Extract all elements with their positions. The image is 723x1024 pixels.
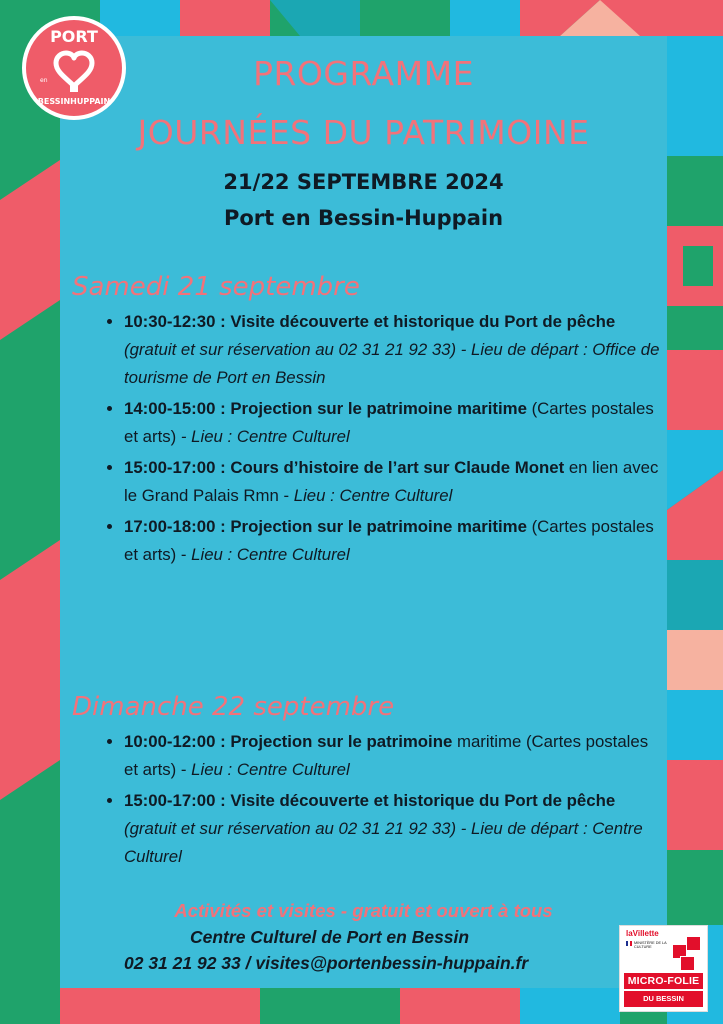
page-title-line2: JOURNÉES DU PATRIMOINE bbox=[137, 113, 590, 152]
event-note: (gratuit et sur réservation au 02 31 21 92 33) - Lieu de départ : Centre Culturel bbox=[124, 819, 643, 866]
event-dates: 21/22 SEPTEMBRE 2024 bbox=[223, 170, 504, 194]
event-note: Lieu : Centre Culturel bbox=[186, 545, 350, 564]
list-item bbox=[124, 395, 664, 451]
list-item bbox=[124, 728, 664, 784]
event-activity: Projection sur le patrimoine maritime bbox=[225, 399, 527, 418]
event-time: 10:30-12:30 : bbox=[124, 312, 226, 331]
french-flag-icon bbox=[626, 941, 632, 946]
la-villette-brand: laVillette bbox=[626, 929, 659, 938]
event-note: - Lieu : Centre Culturel bbox=[180, 427, 350, 446]
day-heading-sunday: Dimanche 22 septembre bbox=[72, 692, 395, 722]
cube-icon bbox=[680, 956, 695, 971]
list-item bbox=[124, 513, 664, 569]
micro-folie-name: MICRO-FOLIE bbox=[624, 973, 703, 989]
event-detail: (Cartes postales et arts) - bbox=[124, 517, 654, 564]
logo-bottom-text: BESSINHUPPAIN bbox=[37, 97, 111, 106]
event-note: Lieu : Centre Culturel bbox=[186, 760, 350, 779]
list-item bbox=[124, 787, 664, 871]
event-activity: Projection sur le patrimoine bbox=[225, 732, 453, 751]
event-time: 15:00-17:00 : bbox=[124, 458, 226, 477]
event-activity: Visite découverte et historique du Port de pêche bbox=[225, 791, 616, 810]
event-time: 14:00-15:00 : bbox=[124, 399, 226, 418]
logo-small-text: en bbox=[40, 77, 48, 84]
cube-icon bbox=[686, 936, 701, 951]
event-activity: Cours d’histoire de l’art sur Claude Monet bbox=[225, 458, 565, 477]
event-time: 15:00-17:00 : bbox=[124, 791, 226, 810]
event-detail: maritime (Cartes postales et arts) - bbox=[124, 732, 649, 779]
page-title-line1: PROGRAMME bbox=[253, 54, 474, 93]
event-note: Lieu : Centre Culturel bbox=[289, 486, 453, 505]
event-time: 17:00-18:00 : bbox=[124, 517, 226, 536]
micro-folie-logo bbox=[619, 925, 708, 1012]
event-location: Port en Bessin-Huppain bbox=[223, 206, 504, 230]
event-activity: Projection sur le patrimoine maritime bbox=[225, 517, 527, 536]
micro-folie-sub: DU BESSIN bbox=[624, 991, 703, 1007]
footer-venue: Centre Culturel de Port en Bessin bbox=[190, 927, 470, 947]
event-note: (gratuit et sur réservation au 02 31 21 92 33) - Lieu de départ : Office de tourisme de Port en Bessin bbox=[124, 340, 660, 387]
event-time: 10:00-12:00 : bbox=[124, 732, 226, 751]
logo-top-text: PORT bbox=[50, 27, 98, 46]
footer-tagline: Activités et visites - gratuit et ouvert à tous bbox=[174, 900, 553, 921]
event-activity: Visite découverte et historique du Port de pêche bbox=[225, 312, 616, 331]
event-detail: en lien avec le Grand Palais Rmn - bbox=[124, 458, 659, 505]
saturday-event-list bbox=[88, 308, 664, 572]
ministry-label: MINISTÈRE DE LA CULTURE bbox=[634, 941, 667, 949]
list-item bbox=[124, 454, 664, 510]
sunday-event-list bbox=[88, 728, 664, 874]
event-detail: (Cartes postales et arts) bbox=[124, 399, 654, 446]
day-heading-saturday: Samedi 21 septembre bbox=[72, 272, 360, 302]
footer-contact[interactable]: 02 31 21 92 33 / visites@portenbessin-huppain.fr bbox=[124, 953, 529, 973]
list-item bbox=[124, 308, 664, 392]
